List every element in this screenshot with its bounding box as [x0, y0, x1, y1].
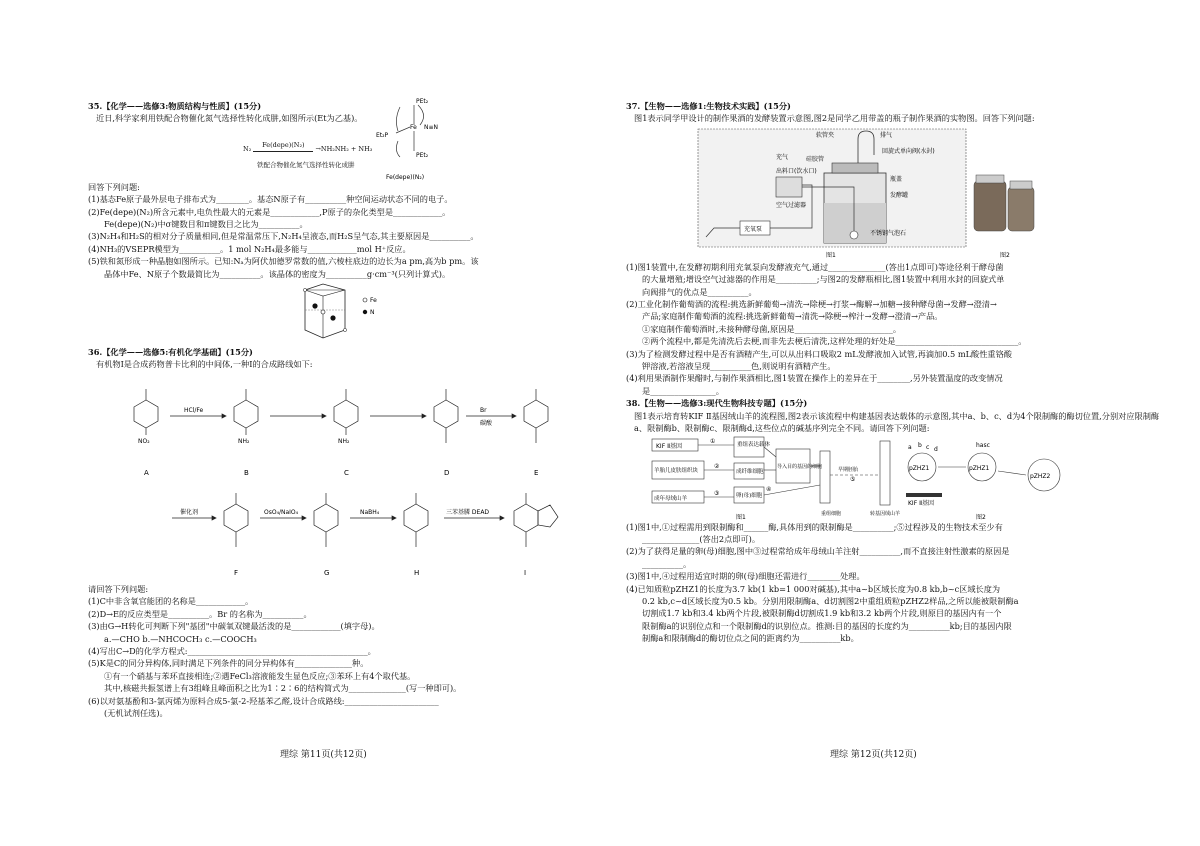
- q36-item-8: 其中,核磁共振氢谱上有3组峰且峰面积之比为1∶2∶6的结构简式为______________(写一种即可)。: [104, 683, 462, 694]
- step-5: ⑤: [850, 475, 856, 483]
- q38-item-4: __________。: [642, 558, 692, 569]
- fig-label-8: 瓶盖: [890, 175, 903, 183]
- plasmid-1: pZHZ1: [909, 464, 930, 472]
- complex-atom-3: Fe: [410, 123, 417, 131]
- synthesis-route-svg: [88, 371, 578, 583]
- site-b: b: [918, 441, 922, 449]
- q37-item-8: (3)为了检测发酵过程中是否有酒精产生,可以从出料口吸取2 mL发酵液加入试管,再滴加0.5 mL酸性重铬酸: [626, 348, 1012, 359]
- bottle-cap: [832, 163, 878, 173]
- fig-label-6: 空气过滤器: [776, 201, 807, 209]
- q38-item-3: (2)为了获得足量的卵(母)细胞,图中③过程常给成年母绒山羊注射__________,而不直接注射性激素的原因是: [626, 546, 1010, 557]
- legend-n-icon: [363, 310, 367, 314]
- q36-intro: 有机物I是合成药物普卡比利的中间体,一种I的合成路线如下:: [96, 359, 313, 370]
- fig-label-1: 软管夹: [816, 131, 835, 139]
- site-a: a: [908, 443, 912, 451]
- transgenic-svg: [626, 435, 1166, 521]
- fig2-caption: 图2: [1000, 251, 1010, 259]
- q36-item-3: (3)由G→H转化可判断下列"基团"中碳氧双键最活泼的是____________(填字母)。: [88, 621, 380, 632]
- q37-item-10: (4)利用果酒制作果醋时,与制作果酒相比,图1装置在操作上的差异在于________,另外装置温度的改变情况: [626, 373, 1003, 384]
- fig-label-5: 出料口(饮水口): [776, 167, 817, 175]
- fermentation-figure: [626, 125, 1166, 261]
- q38-item-10: 制酶a和限制酶d的酶切位点之间的距离约为__________kb。: [642, 633, 859, 644]
- q37-item-4: (2)工业化制作葡萄酒的流程:挑选新鲜葡萄→清洗→除梗→打浆→酶解→加糖→接种酵母菌→发酵→澄清→: [626, 299, 997, 310]
- flow-box-8: 重组细胞: [821, 510, 842, 517]
- fig2-caption-38: 图2: [976, 513, 986, 521]
- q36-item-7: ①有一个硝基与苯环直接相连;②遇FeCl₃溶液能发生显色反应;③苯环上有4个取代基。: [104, 670, 416, 681]
- complex-atom-1: PEt₂: [416, 97, 429, 105]
- right-page: [600, 0, 1200, 846]
- bottle-photo-1: [974, 181, 1006, 231]
- fermentation-svg: [626, 125, 1166, 261]
- fe-complex-structure: [376, 93, 486, 185]
- sub-b: NH₂: [238, 437, 250, 445]
- complex-atom-5: PEt₂: [416, 151, 429, 159]
- air-filter: [776, 177, 802, 197]
- q36-item-4: a.—CHO b.—NHCOCH₃ c.—COOCH₃: [104, 633, 257, 644]
- bottle-photo-2: [1008, 187, 1034, 231]
- q35-item-5: (4)NH₃的VSEPR模型为__________。1 mol N₂H₄最多能与____________mol H⁺反应。: [88, 243, 411, 254]
- q36-prompt: 请回答下列问题:: [88, 583, 149, 594]
- q37-item-7: ②两个流程中,都是先清洗后去梗,而非先去梗后清洗,这样处理的好处是______________________________。: [642, 336, 1027, 347]
- fig-label-2: 排气: [880, 131, 893, 139]
- q35-item-1: (1)基态Fe原子最外层电子排布式为________。基态N原子有__________种空间运动状态不同的电子。: [88, 194, 453, 205]
- flow-box-7: 导入目的基因的细胞: [777, 463, 823, 470]
- fig1-caption: 图1: [826, 251, 836, 259]
- complex-atom-4: N≡N: [424, 123, 439, 131]
- flow-box-10: 转基因绒山羊: [870, 510, 901, 517]
- q35-prompt: 回答下列问题:: [88, 181, 140, 192]
- q35-item-2: (2)Fe(depe)(N₂)所含元素中,电负性最大的元素是____________,P原子的杂化类型是____________。: [88, 206, 451, 217]
- fig-label-11: 回旋式单向阀(水封): [882, 147, 935, 155]
- fe-atom: [343, 328, 346, 331]
- air-stone: [850, 231, 858, 239]
- flow-box-2: 重组表达载体: [737, 441, 771, 448]
- gene-label: KIF Ⅱ基因: [908, 499, 935, 507]
- q35-item-3: Fe(depe)(N₂)中σ键数目和π键数目之比为__________。: [104, 219, 308, 230]
- site-d: d: [934, 445, 938, 453]
- fig-label-3: 充气: [776, 153, 789, 161]
- label-E: E: [534, 468, 539, 477]
- reagent-5: 碳酸: [480, 419, 493, 427]
- q35-item-4: (3)N₂H₄和H₂S的相对分子质量相同,但是常温常压下,N₂H₄呈液态,而H₂S呈气态,其主要原因是__________。: [88, 231, 479, 242]
- flow-box-3: 羊胎儿皮肤组织块: [654, 467, 699, 474]
- q37-item-1: (1)图1装置中,在发酵初期利用充氧泵向发酵液充气,通过______________(答出1点即可)等途径利于酵母菌: [626, 261, 1004, 272]
- flow-box-4: 成纤维细胞: [736, 468, 764, 475]
- q35-item-7: 晶体中Fe、N原子个数最简比为__________。该晶体的密度为__________g·cm⁻³(只列计算式)。: [104, 268, 451, 279]
- q38-item-7: 0.2 kb,c~d区域长度为0.5 kb。分别用限制酶a、d切割图2中重组质粒pZHZ2样品,之所以能被限制酶a: [642, 595, 1019, 606]
- fig1-caption-38: 图1: [736, 513, 746, 521]
- q36-item-5: (4)写出C→D的化学方程式:____________________________________________。: [88, 645, 376, 656]
- reagent-4: Br: [480, 406, 487, 414]
- q35-item-6: (5)铁和氮形成一种晶胞如图所示。已知:Nₐ为阿伏加德罗常数的值,六棱柱底边的边长为a pm,高为b pm。该: [88, 256, 479, 267]
- q37-item-2: 的大量增殖;增设空气过滤器的作用是__________;与图2的发酵瓶相比,图1装置中利用水封的回旋式单: [642, 274, 1005, 285]
- q36-item-2: (2)D→E的反应类型是__________。Br 的名称为__________。: [88, 608, 312, 619]
- rxn-caption: 铁配合物催化氮气选择性转化成肼: [257, 161, 355, 170]
- q38-item-8: 切割成1.7 kb和3.4 kb两个片段,被限制酶d切割成1.9 kb和3.2 kb两个片段,则原目的基因内有一个: [642, 608, 1002, 619]
- plasmid-3: pZHZ2: [1030, 472, 1051, 480]
- transgenic-figure: [626, 435, 1166, 521]
- q38-title: 38.【生物——选修3:现代生物科技专题】(15分): [626, 398, 808, 409]
- q37-item-5: 产品;家庭制作葡萄酒的流程:挑选新鲜葡萄→清洗→除梗→榨汁→发酵→澄清→产品。: [642, 311, 943, 322]
- fig-label-7: 充氧泵: [744, 225, 763, 233]
- reagent-8: NaBH₄: [360, 508, 380, 516]
- reagent-6: 催化剂: [180, 508, 199, 516]
- rxn-left: N₂: [243, 144, 252, 153]
- label-C: C: [344, 468, 349, 477]
- label-F: F: [234, 568, 239, 577]
- left-column: [88, 97, 578, 719]
- q35-intro: 近日,科学家利用铁配合物催化氮气选择性转化成肼,如图所示(Et为乙基)。: [96, 113, 363, 124]
- reagent-9: 三苯基膦 DEAD: [446, 508, 490, 516]
- q36-item-10: (无机试剂任选)。: [104, 707, 168, 718]
- step-1: ①: [710, 437, 716, 445]
- step-4: ④: [766, 485, 772, 493]
- legend-fe-icon: [363, 298, 367, 302]
- q36-item-9: (6)以对氨基酚和3-氯丙烯为原料合成5-氯-2-羟基苯乙醛,设计合成路线:_______________________: [88, 695, 439, 706]
- q38-item-6: (4)已知质粒pZHZ1的长度为3.7 kb(1 kb=1 000对碱基),其中a~b区域长度为0.8 kb,b~c区域长度为: [626, 583, 1001, 594]
- left-footer: 理综 第11页(共12页): [280, 750, 367, 760]
- sub-a: NO₂: [138, 437, 150, 445]
- fig-label-4: 硅胶管: [806, 155, 825, 163]
- q38-item-1: (1)图1中,①过程需用到限制酶和______酶,具体用到的限制酶是__________;⑤过程涉及的生物技术至少有: [626, 521, 1003, 532]
- site-c: c: [926, 443, 930, 451]
- reagent-1: HCl/Fe: [184, 406, 204, 414]
- complex-caption: Fe(depe)(N₂): [386, 173, 425, 181]
- crystal-cell-figure: [88, 280, 578, 346]
- site-hasc: hasc: [976, 441, 990, 449]
- q37-item-9: 钾溶液,若溶液呈现__________色,则说明有酒精产生。: [642, 361, 836, 372]
- q38-item-9: 限制酶a的识别位点和一个限制酶d的识别位点。推测:目的基因的长度约为__________kb;目的基因内限: [642, 620, 1012, 631]
- hexagonal-prism-cell: [293, 282, 423, 344]
- label-B: B: [244, 468, 249, 477]
- complex-bonds: [396, 105, 424, 157]
- reagent-7: OsO₄/NaIO₄: [264, 508, 299, 516]
- flow-box-9: 早期胚胎: [838, 466, 859, 473]
- label-D: D: [444, 468, 450, 477]
- legend-fe: Fe: [370, 297, 377, 305]
- flow-box-5: 成年母绒山羊: [654, 495, 688, 502]
- q37-item-3: 向阀排气的优点是__________。: [642, 286, 757, 297]
- legend-n: N: [370, 309, 375, 317]
- q38-item-5: (3)图1中,④过程用适宜时期的卵(母)细胞还需进行________处理。: [626, 571, 865, 582]
- rxn-right: →NH₂NH₂ + NH₃: [315, 144, 373, 153]
- q38-item-2: ______________(答出2点即可)。: [642, 533, 761, 544]
- right-column: [626, 100, 1166, 645]
- q36-item-6: (5)K是C的同分异构体,同时满足下列条件的同分异构体有______________种。: [88, 658, 369, 669]
- step-2: ②: [714, 462, 720, 470]
- q35-title: 35.【化学——选修3:物质结构与性质】(15分): [88, 101, 262, 111]
- complex-atom-2: Et₂P: [376, 131, 389, 139]
- fig-label-9: 发酵罐: [890, 191, 909, 199]
- flow-box-6: 卵(母)细胞: [736, 492, 763, 499]
- label-H: H: [414, 568, 420, 577]
- n-atom: [330, 315, 335, 320]
- fig-label-10: 不锈钢气泡石: [870, 229, 907, 237]
- fe-atom: [321, 310, 325, 314]
- sub-c: NH₂: [338, 437, 350, 445]
- q37-item-6: ①家庭制作葡萄酒时,未接种酵母菌,原因是________________________。: [642, 323, 902, 334]
- gene-bar: [906, 493, 942, 497]
- right-footer: 理综 第12页(共12页): [830, 750, 917, 760]
- label-I: I: [524, 568, 527, 577]
- q37-intro: 图1表示同学甲设计的制作果酒的发酵装置示意图,图2是同学乙用带盖的瓶子制作果酒的实物图。回答下列问题:: [634, 113, 1035, 124]
- flow-box-1: KIF Ⅱ基因: [656, 442, 683, 450]
- q36-item-1: (1)C中非含氧官能团的名称是____________。: [88, 596, 254, 607]
- label-A: A: [144, 468, 149, 477]
- step-3: ③: [714, 489, 720, 497]
- plasmid-2: pZHZ1: [969, 464, 990, 472]
- q37-item-11: 是________________。: [642, 385, 724, 396]
- fe-atom: [303, 288, 306, 291]
- label-G: G: [324, 568, 330, 577]
- n-atom: [312, 303, 317, 308]
- q37-title: 37.【生物——选修1:生物技术实践】(15分): [626, 101, 791, 111]
- q38-intro: 图1表示培育转KIF Ⅱ基因绒山羊的流程图,图2表示该流程中构建基因表达载体的示意图,其中a、b、c、d为4个限制酶的酶切位置,分别对应限制酶a、限制酶b、限制酶c、限制酶d,这些位点的碱基序列完全不同。请回答下列问题:: [634, 410, 1160, 434]
- q36-title: 36.【化学——选修5:有机化学基础】(15分): [88, 347, 253, 358]
- rxn-catalyst: Fe(depe)(N₂): [253, 139, 313, 152]
- synthesis-route-figure: [88, 371, 578, 583]
